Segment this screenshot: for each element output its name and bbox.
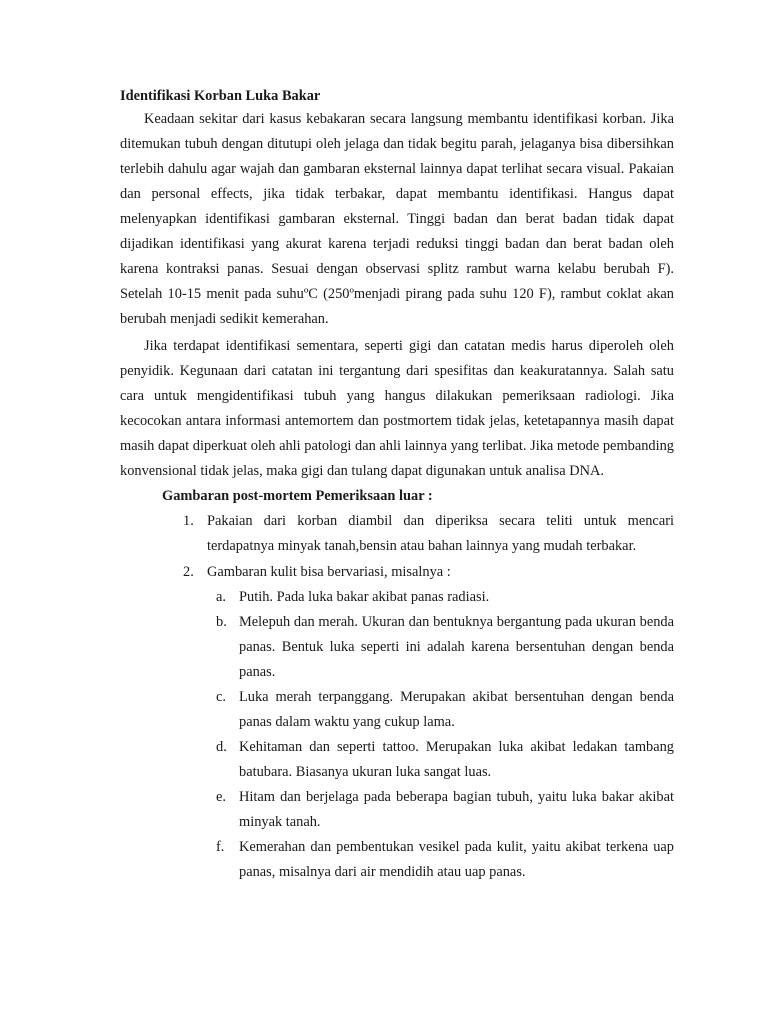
sublist-letter: b.	[216, 614, 227, 630]
sublist-item-text: Hitam dan berjelaga pada beberapa bagian tubuh, yaitu luka bakar akibat minyak tanah.	[239, 789, 674, 830]
list-item	[120, 560, 674, 885]
lettered-sublist	[216, 585, 674, 885]
sublist-item-text: Putih. Pada luka bakar akibat panas radiasi.	[239, 589, 490, 605]
sublist-item	[216, 735, 674, 785]
list-number: 1.	[183, 513, 194, 529]
numbered-list	[120, 509, 674, 885]
sublist-item-text: Luka merah terpanggang. Merupakan akibat bersentuhan dengan benda panas dalam waktu yang cukup lama.	[239, 689, 674, 730]
sublist-letter: c.	[216, 689, 226, 705]
sublist-item	[216, 785, 674, 835]
sublist-item-text: Kehitaman dan seperti tattoo. Merupakan luka akibat ledakan tambang batubara. Biasanya ukuran luka sangat luas.	[239, 739, 674, 780]
sublist-item-text: Melepuh dan merah. Ukuran dan bentuknya bergantung pada ukuran benda panas. Bentuk luka seperti ini adalah karena bersentuhan dengan benda panas.	[239, 614, 674, 680]
sublist-item	[216, 585, 674, 610]
list-item-text: Pakaian dari korban diambil dan diperiksa secara teliti untuk mencari terdapatnya minyak tanah,bensin atau bahan lainnya yang mudah terbakar.	[207, 513, 674, 554]
sublist-item-text: Kemerahan dan pembentukan vesikel pada kulit, yaitu akibat terkena uap panas, misalnya dari air mendidih atau uap panas.	[239, 839, 674, 880]
sublist-item	[216, 835, 674, 885]
paragraph-2: Jika terdapat identifikasi sementara, seperti gigi dan catatan medis harus diperoleh oleh penyidik. Kegunaan dari catatan ini tergantung dari spesifitas dan keakuratannya. Salah satu cara untuk mengidentifikasi tubuh yang hangus dilakukan pemeriksaan radiologi. Jika kecocokan antara informasi antemortem dan postmortem tidak jelas, ketetapannya masih dapat masih dapat diperkuat oleh ahli patologi dan ahli lainnya yang terlibat. Jika metode pembanding konvensional tidak jelas, maka gigi dan tulang dapat digunakan untuk analisa DNA.	[120, 338, 674, 479]
sublist-item	[216, 685, 674, 735]
sublist-letter: e.	[216, 789, 226, 805]
sublist-letter: d.	[216, 739, 227, 755]
document-page	[120, 85, 674, 886]
list-number: 2.	[183, 564, 194, 580]
sublist-letter: f.	[216, 839, 225, 855]
list-item	[120, 509, 674, 559]
list-item-text: Gambaran kulit bisa bervariasi, misalnya :	[207, 564, 451, 580]
document-title: Identifikasi Korban Luka Bakar	[120, 88, 321, 104]
paragraph-1: Keadaan sekitar dari kasus kebakaran secara langsung membantu identifikasi korban. Jika ditemukan tubuh dengan ditutupi oleh jelaga dan tidak begitu parah, jelaganya bisa dibersihkan terlebih dahulu agar wajah dan gambaran eksternal lainnya dapat terlihat secara visual. Pakaian dan personal effects, jika tidak terbakar, dapat membantu identifikasi. Hangus dapat melenyapkan identifikasi gambaran eksternal. Tinggi badan dan berat badan tidak dapat dijadikan identifikasi yang akurat karena terjadi reduksi tinggi badan dan berat badan oleh karena kontraksi panas. Sesuai dengan observasi splitz rambut warna kelabu berubah F). Setelah 10-15 menit pada suhuºC (250ºmenjadi pirang pada suhu 120 F), rambut coklat akan berubah menjadi sedikit kemerahan.	[120, 111, 674, 327]
sublist-item	[216, 610, 674, 685]
section-subheading: Gambaran post-mortem Pemeriksaan luar :	[162, 488, 433, 504]
sublist-letter: a.	[216, 589, 226, 605]
